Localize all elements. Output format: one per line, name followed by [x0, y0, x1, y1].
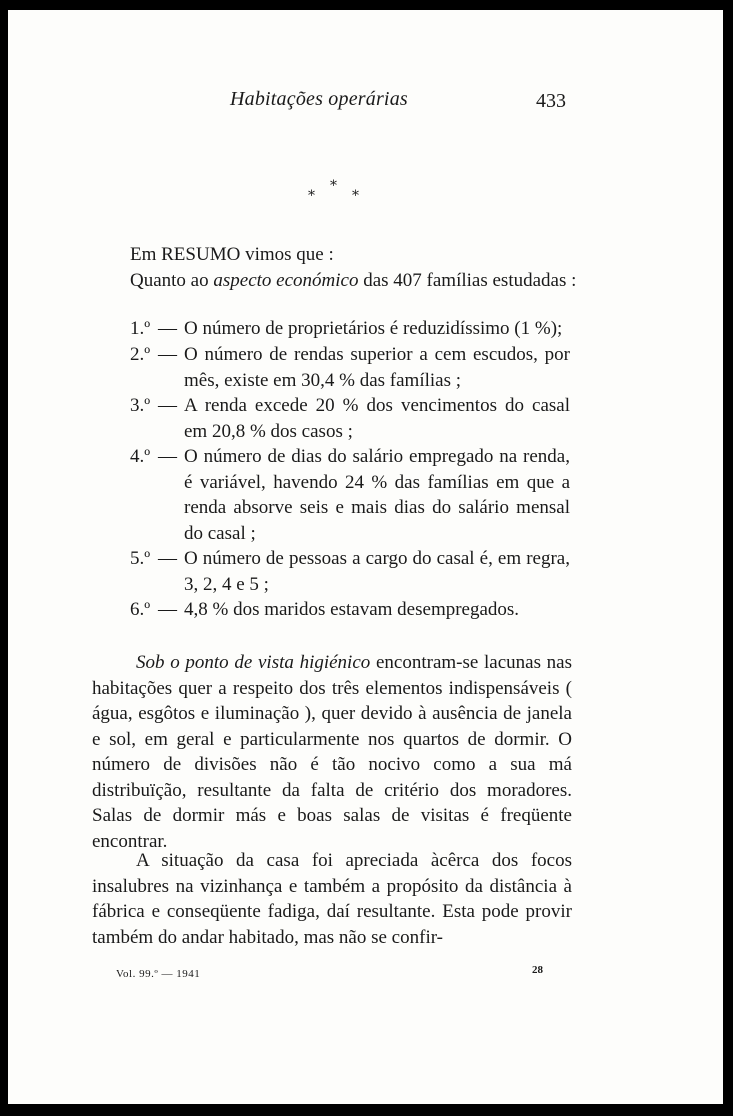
- item-number: 1.º: [130, 318, 151, 339]
- volume-footer: Vol. 99.º — 1941: [116, 968, 201, 980]
- running-title: Habitações operárias: [230, 88, 408, 110]
- location-paragraph: [92, 848, 572, 950]
- item-number: 3.º: [130, 395, 151, 416]
- item-text: O número de rendas superior a cem escudos, por mês, existe em 30,4 % das famílias ;: [184, 344, 570, 391]
- running-header: [8, 88, 723, 118]
- paragraph-text: encontram-se lacunas nas habitações quer a respeito dos três elementos indispensáveis ( água, esgôtos e iluminação ), quer devido à ausência de janela e sol, em geral e particularmente nos quartos de dormir. O número de divisões não é tão nocivo como a sua má distribuïção, resultante da falta de critério dos moradores. Salas de dormir más e boas salas de visitas é freqüente encontrar.: [92, 652, 572, 852]
- item-dash: —: [158, 318, 177, 339]
- item-text: 4,8 % dos maridos estavam desempregados.: [184, 599, 520, 620]
- paragraph-text: A situação da casa foi apreciada àcêrca dos focos insalubres na vizinhança e também a propósito da distância à fábrica e conseqüente fadiga, daí resultante. Esta pode provir também do andar habitado, mas não se confir-: [92, 850, 572, 948]
- scan-border-bottom: [0, 1104, 733, 1116]
- asterism-star: *: [352, 188, 359, 204]
- item-dash: —: [158, 548, 177, 569]
- intro-line-1: Em RESUMO vimos que :: [130, 244, 334, 265]
- item-dash: —: [158, 395, 177, 416]
- item-dash: —: [158, 344, 177, 365]
- item-text: O número de pessoas a cargo do casal é, em regra, 3, 2, 4 e 5 ;: [184, 548, 570, 595]
- intro-italic-term: aspecto económico: [213, 269, 359, 291]
- item-text: O número de dias do salário empregado na renda, é variável, havendo 24 % das famílias em que a renda absorve seis e mais dias do salário mensal do casal ;: [184, 446, 570, 544]
- intro-prefix: Quanto ao: [130, 269, 214, 291]
- page-number: 433: [536, 90, 566, 112]
- item-dash: —: [158, 599, 177, 620]
- scan-border-right: [723, 0, 733, 1116]
- item-text: O número de proprietários é reduzidíssimo (1 %);: [184, 318, 563, 339]
- asterism-separator: [308, 178, 378, 208]
- item-number: 2.º: [130, 344, 151, 365]
- intro-suffix: das 407 famílias estudadas :: [358, 269, 577, 291]
- item-text: A renda excede 20 % dos vencimentos do casal em 20,8 % dos casos ;: [184, 395, 570, 442]
- item-number: 5.º: [130, 548, 151, 569]
- item-dash: —: [158, 446, 177, 467]
- asterism-star: *: [330, 178, 337, 194]
- asterism-star: *: [308, 188, 315, 204]
- hygiene-paragraph: [92, 650, 572, 854]
- scan-border-top: [0, 0, 733, 10]
- item-number: 6.º: [130, 599, 151, 620]
- item-number: 4.º: [130, 446, 151, 467]
- signature-mark: 28: [532, 964, 543, 976]
- summary-intro: [130, 242, 576, 293]
- scan-border-left: [0, 0, 8, 1116]
- intro-line-2: [130, 268, 576, 294]
- document-page: [8, 10, 723, 1104]
- italic-lead: Sob o ponto de vista higiénico: [136, 652, 371, 673]
